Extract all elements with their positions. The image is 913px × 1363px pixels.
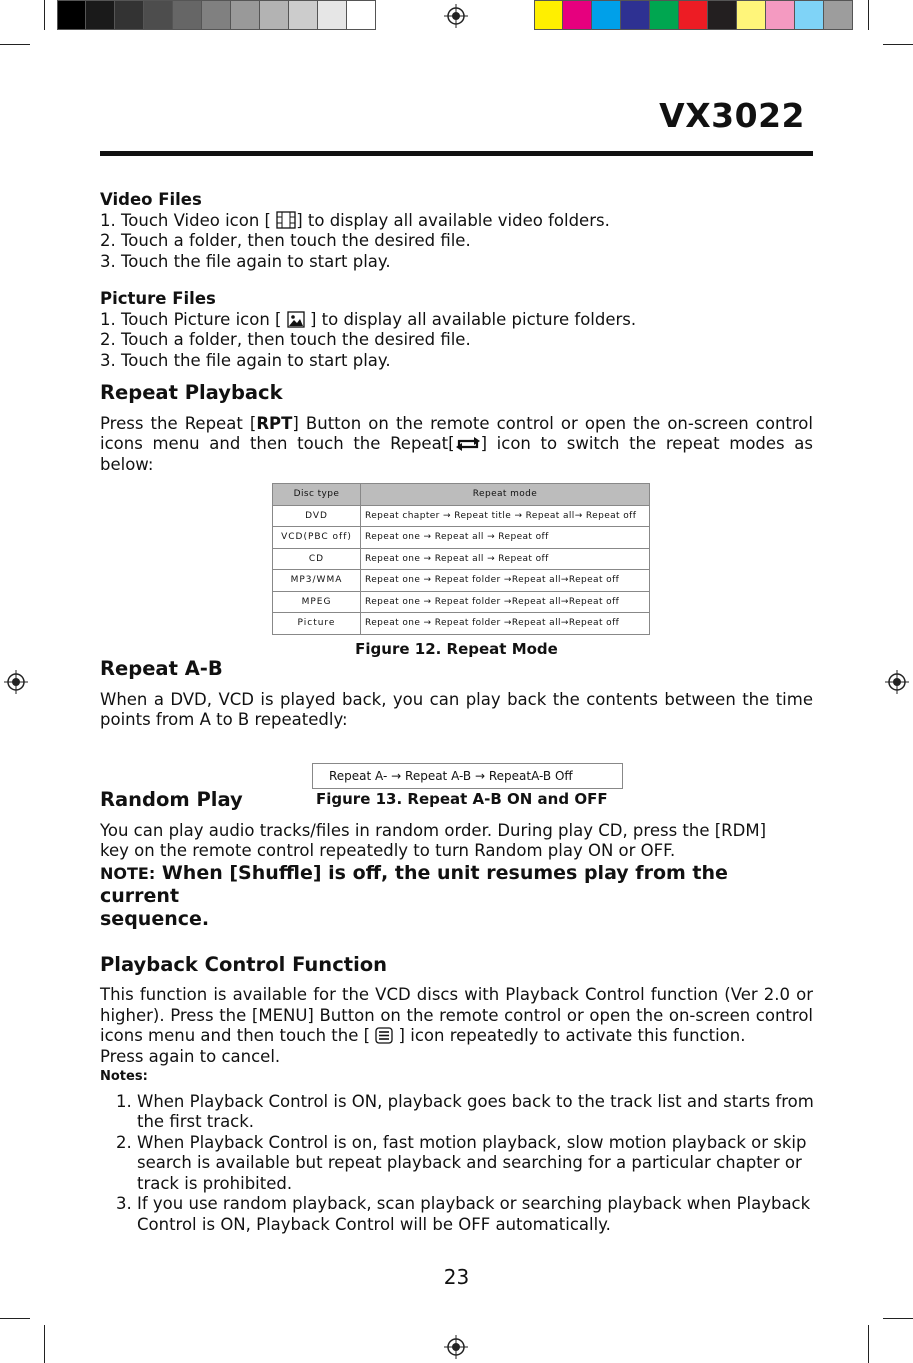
crop-mark: [44, 0, 45, 30]
registration-mark-icon: [444, 4, 468, 28]
color-swatch: [795, 0, 824, 30]
color-swatch: [650, 0, 679, 30]
table-header-disc: Disc type: [273, 484, 361, 506]
video-step-1: 1. Touch Video icon [ ] to display all available video folders.: [100, 210, 610, 230]
notes-list: [116, 1092, 842, 1236]
crop-mark: [868, 0, 869, 30]
color-swatch: [231, 0, 260, 30]
figure-12-caption: Figure 12. Repeat Mode: [355, 639, 558, 658]
header-rule: [100, 151, 813, 156]
repeat-ab-flow: Repeat A- → Repeat A-B → RepeatA-B Off: [312, 763, 623, 789]
crop-mark: [883, 1318, 913, 1319]
table-row: Picture Repeat one → Repeat folder →Repeat all→Repeat off: [273, 613, 650, 635]
list-item: 2. When Playback Control is on, fast motion playback, slow motion playback or skip search is available but repeat playback and searching for a particular chapter or track is prohibited.: [116, 1132, 807, 1193]
random-play-line-1: You can play audio tracks/files in random order. During play CD, press the [RDM]: [100, 820, 767, 840]
repeat-ab-heading: Repeat A-B: [100, 657, 223, 680]
gray-swatch-bar: [57, 0, 376, 30]
list-item: 1. When Playback Control is ON, playback goes back to the track list and starts from the first track.: [116, 1091, 814, 1131]
color-swatch-bar: [534, 0, 853, 30]
color-swatch: [824, 0, 853, 30]
color-swatch: [534, 0, 563, 30]
repeat-playback-heading: Repeat Playback: [100, 381, 283, 404]
color-swatch: [57, 0, 86, 30]
color-swatch: [621, 0, 650, 30]
color-swatch: [563, 0, 592, 30]
picture-step-3: 3. Touch the file again to start play.: [100, 350, 391, 370]
pbc-cancel: Press again to cancel.: [100, 1046, 281, 1066]
video-files-heading: Video Files: [100, 190, 202, 209]
notes-heading: Notes:: [100, 1069, 148, 1084]
color-swatch: [115, 0, 144, 30]
repeat-mode-table: [272, 483, 650, 635]
table-row: VCD(PBC off) Repeat one → Repeat all → Repeat off: [273, 527, 650, 549]
table-header-row: [273, 484, 650, 506]
color-swatch: [289, 0, 318, 30]
registration-mark-icon: [885, 670, 909, 694]
pbc-text: This function is available for the VCD discs with Playback Control function (Ver 2.0 or higher). Press the [MENU] Button on the remote control or open the on-screen control icons menu and then touch the [ ] icon repeatedly to activate this function.: [100, 985, 813, 1045]
video-folder-icon: [276, 211, 296, 229]
picture-files-heading: Picture Files: [100, 289, 216, 308]
crop-mark: [0, 44, 30, 45]
color-swatch: [202, 0, 231, 30]
color-swatch: [173, 0, 202, 30]
shuffle-note: NOTE: When [Shuffle] is off, the unit resumes play from the current sequence.: [100, 861, 728, 930]
crop-mark: [44, 1325, 45, 1363]
crop-mark: [868, 1325, 869, 1363]
table-row: DVD Repeat chapter → Repeat title → Repeat all→ Repeat off: [273, 505, 650, 527]
video-step-2: 2. Touch a folder, then touch the desired file.: [100, 231, 471, 250]
color-swatch: [708, 0, 737, 30]
color-swatch: [260, 0, 289, 30]
registration-mark-icon: [444, 1335, 468, 1359]
repeat-icon: [455, 436, 481, 452]
table-row: CD Repeat one → Repeat all → Repeat off: [273, 548, 650, 570]
page-content: [100, 190, 813, 731]
list-item: 3. If you use random playback, scan playback or searching playback when Playback Control is ON, Playback Control will be OFF automatically.: [116, 1194, 811, 1234]
color-swatch: [592, 0, 621, 30]
random-play-line-2: key on the remote control repeatedly to turn Random play ON or OFF.: [100, 841, 676, 860]
color-swatch: [347, 0, 376, 30]
random-play-heading: Random Play: [100, 788, 243, 811]
table-row: MPEG Repeat one → Repeat folder →Repeat all→Repeat off: [273, 591, 650, 613]
model-title: VX3022: [659, 96, 805, 135]
figure-13-caption: Figure 13. Repeat A-B ON and OFF: [316, 790, 608, 808]
video-step-3: 3. Touch the file again to start play.: [100, 251, 391, 271]
color-swatch: [86, 0, 115, 30]
table-row: MP3/WMA Repeat one → Repeat folder →Repeat all→Repeat off: [273, 570, 650, 592]
page-number: 23: [443, 1265, 470, 1289]
repeat-playback-text: Press the Repeat [RPT] Button on the remote control or open the on-screen control icons menu and then touch the Repeat[ ] icon to switch the repeat modes as below:: [100, 413, 813, 474]
picture-folder-icon: [287, 311, 305, 328]
pbc-heading: Playback Control Function: [100, 952, 388, 976]
color-swatch: [737, 0, 766, 30]
color-swatch: [766, 0, 795, 30]
picture-step-1: 1. Touch Picture icon [ ] to display all available picture folders.: [100, 309, 637, 329]
menu-list-icon: [375, 1027, 393, 1044]
color-swatch: [318, 0, 347, 30]
table-header-mode: Repeat mode: [361, 484, 650, 506]
color-swatch: [679, 0, 708, 30]
crop-mark: [883, 44, 913, 45]
registration-mark-icon: [4, 670, 28, 694]
crop-mark: [0, 1318, 30, 1319]
picture-step-2: 2. Touch a folder, then touch the desired file.: [100, 330, 471, 349]
page-content-lower: [100, 790, 813, 1235]
color-swatch: [144, 0, 173, 30]
repeat-ab-text: When a DVD, VCD is played back, you can play back the contents between the time points from A to B repeatedly:: [100, 689, 813, 729]
